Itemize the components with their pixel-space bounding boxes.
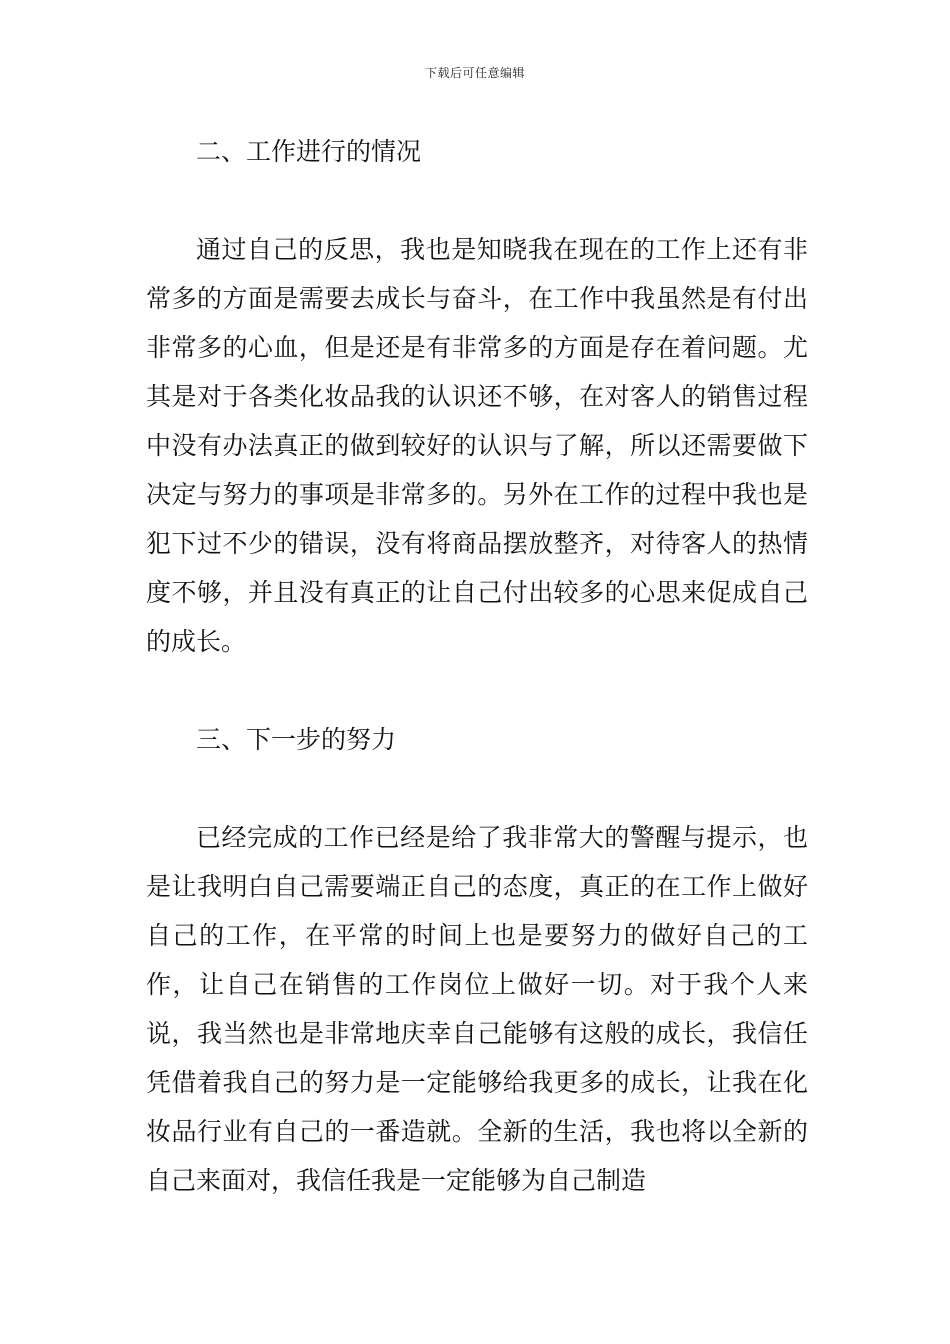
section-paragraph-next-steps: 已经完成的工作已经是给了我非常大的警醒与提示，也是让我明白自己需要端正自己的态度，真正的在工作上做好自己的工作，在平常的时间上也是要努力的做好自己的工作，让自己在销售的工作岗位上做好一切。对于我个人来说，我当然也是非常地庆幸自己能够有这般的成长，我信任凭借着我自己的努力是一定能够给我更多的成长，让我在化妆品行业有自己的一番造就。全新的生活，我也将以全新的自己来面对，我信任我是一定能够为自己制造 — [146, 823, 808, 1195]
section-heading-next-steps: 三、下一步的努力 — [196, 725, 397, 754]
spacer — [146, 764, 808, 813]
document-body — [146, 127, 808, 1205]
spacer — [146, 666, 808, 715]
section-heading-work-status: 二、工作进行的情况 — [196, 137, 422, 166]
section-paragraph-work-status: 通过自己的反思，我也是知晓我在现在的工作上还有非常多的方面是需要去成长与奋斗，在工作中我虽然是有付出非常多的心血，但是还是有非常多的方面是存在着问题。尤其是对于各类化妆品我的认识还不够，在对客人的销售过程中没有办法真正的做到较好的认识与了解，所以还需要做下决定与努力的事项是非常多的。另外在工作的过程中我也是犯下过不少的错误，没有将商品摆放整齐，对待客人的热情度不够，并且没有真正的让自己付出较多的心思来促成自己的成长。 — [146, 235, 808, 656]
header-note: 下载后可任意编辑 — [424, 66, 525, 80]
spacer — [146, 176, 808, 225]
